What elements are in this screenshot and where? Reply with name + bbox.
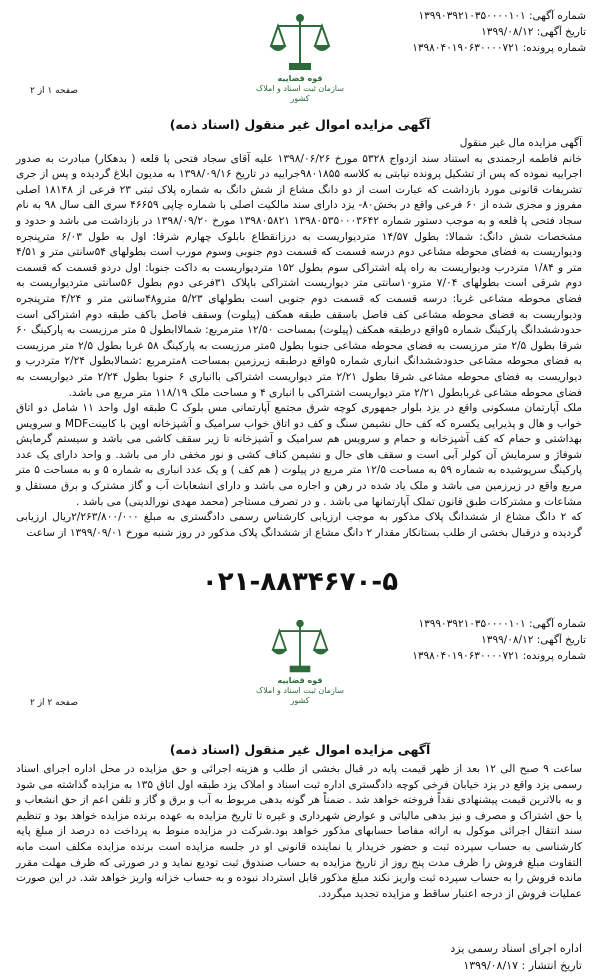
file-number: شماره پرونده: ۱۳۹۸۰۴۰۱۹۰۶۳۰۰۰۰۷۲۱: [412, 42, 586, 54]
notice-title: آگهی مزایده اموال غیر منقول (اسناد ذمه): [169, 117, 431, 132]
paragraph: که ۲ دانگ مشاع از ششدانگ پلاک مذکور به موجب ارزیابی کارشناس رسمی دادگستری به مبلغ ۲/۲۶۳/۸۰۰/۰۰۰ریال ارزیابی گردیده و درقبال بخشی از طلب بستانکار مقدار ۲ دانگ مشاع از ششدانگ پلاک مذکور در روز شنبه مورخ ۱۳۹۹/۰۹/۰۱ از ساعت: [16, 511, 582, 539]
page-number: صفحه ۲ از ۲: [30, 698, 78, 708]
scales-of-justice-icon: [270, 616, 330, 676]
page-number: صفحه ۱ از ۲: [30, 86, 78, 96]
notice-2: [0, 610, 600, 980]
paragraph: ملک آپارتمان مسکونی واقع در یزد بلوار جمهوری کوچه شرق مجتمع آپارتمانی مس بلوک C طبقه اول واحد ۱۱ شامل دو اتاق خواب و هال و پذیرایی یکسره که کف حال نشیمن سنگ و کف دو اتاق خواب سرامیک و آشپزخانه اوپن با کابینتMDF و سرویس بهداشتی و حمام که کف آشپزخانه و حمام و سرویس هم سرامیک و آشپزخانه تا زیر سقف کاشی می باشد و سیستم گرمایش شوفاژ و سرمایش آن کولر آبی است و سقف های حال و نشیمن کناف کشی و نور مخفی دار می باشد. و واحد دارای یک عدد پارکینگ سرپوشیده به شماره ۵۹ به مساحت ۱۲/۵ متر مربع در پیلوت ( هم کف ) و یک عدد انباری به شماره ۵ و به مساحت ۵ متر مربع واقع در زیرزمین می باشد و ملک یاد شده در رهن و اجاره می باشد و دارای انشعابات آب و گاز مشترک و برق مستقل و مشاعات و مشترکات طبق قانون تملک آپارتمانها می باشد . و در تصرف مستاجر (محمد مهدی نورالدینی) می باشد .: [16, 402, 583, 508]
signature: اداره اجرای اسناد رسمی یزد: [450, 942, 582, 955]
paragraph: خانم فاطمه ارجمندی به استناد سند ازدواج ۵۳۲۸ مورخ ۱۳۹۸/۰۶/۲۶ علیه آقای سجاد فتحی پا قلعه ( بدهکار) مبادرت به صدور اجراییه نموده که پس از تشکیل پرونده نیابتی به کلاسه ۹۸۰۱۸۵۵جراییه در تاریخ ۱۳۹۸/۰۹/۱۶ به مدیون ابلاغ گردیده و پس از جری تشریفات قانونی مورد بازداشت که عبارت است از دو دانگ مشاع از شش دانگ به شماره پلاک ثبتی ۲۳ فرعی از ۱۸۱۴۸ اصلی مفروز و مجزی شده از ۶۰ فرعی واقع در بخش۸۰- یزد دارای سند مالکیت اصلی با شماره چاپی ۴۶۶۵۹ سری الف سال ۹۸ به نام سجاد فتحی پا قلعه و به موجب دستور شماره ۱۳۹۸۰۵۳۵۰۰۰۳۶۴۲ ۱۳۹۸۰۵۸۲۱ مورخ ۱۳۹۸/۰۹/۲۰ در بازداشت می باشد و حدود و مشخصات شش دانگ: شمالا: بطول ۱۴/۵۷ متردیواریست به درزانقطاع بابلوک چهارم شرقا: اول به طول ۶/۰۳ مترپنجره ودیواریست به فضای محوطه مشاعی دوم درسه قسمت که قسمت دوم جنوبی وسوم مورب است بطولهای ۵۴سانتی متر و ۴/۵۱ متر و ۱/۸۴ متردرب ودیواریست به راه پله اشتراکی سوم بطول ۱۵۲ متردیواریست به داکت جنوبا: اول دردو قسمت که قسمت دوم شرقی است بطولهای ۷/۰۴ مترو۱۰سانتی متر دیواریست اشتراکی باپلاک ۳۱فرعی دوم بطول ۵۶سانتی متردیواریست به فضای محوطه مشاعی غربا: درسه قسمت که قسمت دوم جنوبی است بطولهای ۵/۲۳ مترو۴۸سانتی متر و ۴/۲۴ مترپنجره ودیواریست به فضای محوطه مشاعی کف فاصل باسقف طبقه همکف (پیلوت) وسقف فاصل باکف طبقه دوم اشتراکی است حدودششدانگ پارکینگ شماره ۵واقع درطبقه همکف (پیلوت) بمساحت ۱۲/۵۰ مترمربع: شمالاابطول ۵ متر مرزیست به پارکینگ ۶۰ شرقا بطول ۲/۵ متر مرزیست به فضای محوطه مشاعی جنوبا بطول ۵متر مرزیست به پارکینگ ۵۸ غربا بطول ۲/۵ متر مرزیست به فضای محوطه مشاعی حدودششدانگ انباری شماره ۵واقع درطبقه زیرزمین بمساحت ۸مترمربع :شمالابطول ۲/۲۴ متردرب و دیواریست به فضای محوطه مشاعی شرقا بطول ۲/۲۱ متر دیواریست اشتراکی باانباری ۶ جنوبا بطول ۲/۲۴ متر دیواریست به فضای محوطه مشاعی غربابطول ۲/۲۱ متر دیواریست اشتراکی با انباری ۴ و مساحت ملک ۱۱۸/۱۹ متر مربع می باشد.: [16, 152, 582, 399]
emblem-subcaption: سازمان ثبت اسناد و املاک کشور: [256, 686, 344, 705]
notice-body: [16, 762, 582, 902]
notice-body: [16, 136, 582, 541]
ad-date: تاریخ آگهی: ۱۳۹۹/۰۸/۱۲: [481, 634, 586, 646]
ad-number: شماره آگهی: ۱۳۹۹۰۳۹۲۱۰۳۵۰۰۰۰۱۰۱: [418, 10, 586, 22]
paragraph: ساعت ۹ صبح الی ۱۲ بعد از ظهر قیمت پایه در قبال بخشی از طلب و هزینه اجرائی و حق مزایده در محل اداره اجرای اسناد رسمی یزد واقع در یزد خیابان فرخی کوچه دادگستری اداره ثبت اسناد و املاک یزد طبقه اول اتاق ۱۳۵ به مزایده گذاشته می شود و به بالاترین قیمت پیشنهادی نقداً فروخته خواهد شد . ضمناً هر گونه بدهی مربوط به آب و برق و گاز و تلفن اعم از حق انشعاب و یا حق اشتراک و مصرف و نیز بدهی مالیاتی و عوارض شهرداری و غیره تا تاریخ مزایده به عهده برنده مزایده خواهد بود و تنظیم سند انتقال اجرائی موکول به ارائه مفاصا حسابهای مذکور خواهد بود.شرکت در مزایده منوط به پرداخت ده درصد از مبلغ پایه کارشناسی به حساب سپرده ثبت و حضور خریدار یا نماینده قانونی او در جلسه مزایده است برنده مزایده مکلف است مابه التفاوت مبلغ فروش را ظرف مدت پنج روز از تاریخ مزایده به حساب صندوق ثبت تودیع نماید و در صورتی که ظرف مهلت مقرر مانده فروش را به حساب سپرده ثبت واریز نکند مبلغ مذکور قابل استرداد نبوده و به حساب خزانه واریز خواهد شد. در این صورت عملیات فروش از درجه اعتبار ساقط و مزایده تجدید میگردد.: [16, 763, 583, 900]
file-number: شماره پرونده: ۱۳۹۸۰۴۰۱۹۰۶۳۰۰۰۰۷۲۱: [412, 650, 586, 662]
ad-date: تاریخ آگهی: ۱۳۹۹/۰۸/۱۲: [481, 26, 586, 38]
signature-block: [450, 940, 582, 974]
emblem-subcaption: سازمان ثبت اسناد و املاک کشور: [256, 84, 344, 103]
paragraph: آگهی مزایده مال غیر منقول: [459, 137, 582, 149]
emblem-caption: قوه قضاییه: [277, 676, 323, 685]
judiciary-emblem: [248, 10, 352, 104]
notice-title: آگهی مزایده اموال غیر منقول (اسناد ذمه): [169, 742, 431, 757]
emblem-caption: قوه قضاییه: [277, 74, 323, 83]
judiciary-emblem: [248, 616, 352, 706]
scales-of-justice-icon: [268, 10, 332, 74]
ad-number: شماره آگهی: ۱۳۹۹۰۳۹۲۱۰۳۵۰۰۰۰۱۰۱: [418, 618, 586, 630]
notice-2-meta: [412, 616, 586, 664]
publish-date: تاریخ انتشار : ۱۳۹۹/۰۸/۱۷: [463, 959, 582, 972]
notice-1-meta: [412, 8, 586, 56]
phone-watermark: ۰۲۱-۸۸۳۴۶۷۰-۵: [201, 567, 399, 597]
